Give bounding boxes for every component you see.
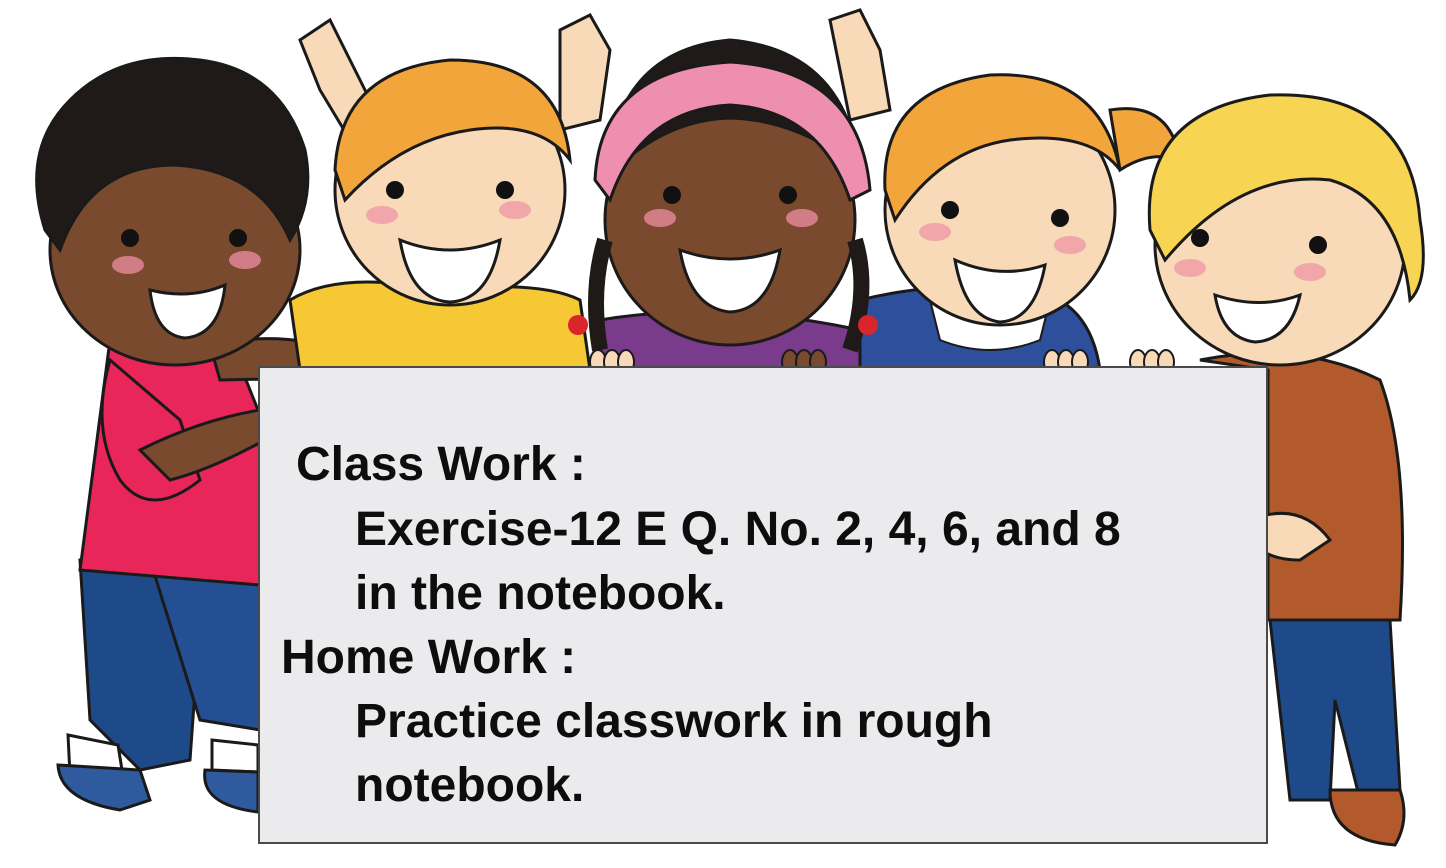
homework-heading: Home Work :: [281, 631, 577, 684]
homework-line-1: Practice classwork in rough: [355, 695, 993, 748]
classwork-line-1: Exercise-12 E Q. No. 2, 4, 6, and 8: [355, 503, 1121, 556]
classwork-line-2: in the notebook.: [355, 567, 726, 620]
kid-orange-pigtails-blue-shirt: [830, 10, 1180, 370]
homework-line-2: notebook.: [355, 759, 585, 812]
kid-pink-headband-purple-shirt: [568, 40, 878, 370]
kid-orange-hair-yellow-shirt: [290, 15, 610, 370]
classwork-heading: Class Work :: [296, 438, 586, 491]
